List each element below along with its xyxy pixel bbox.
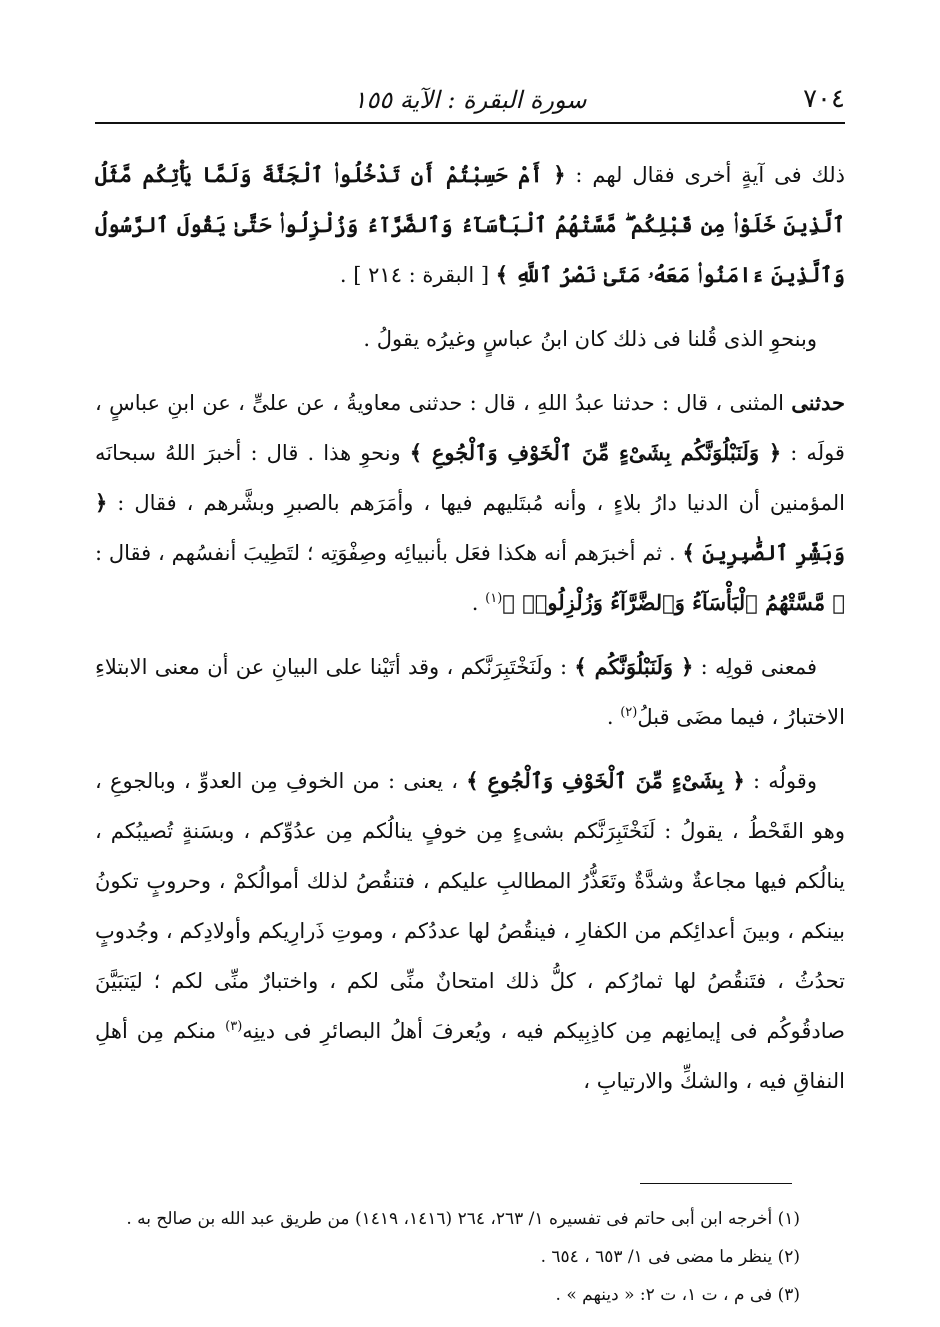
quran-verse: ﴿ وَلَنَبْلُوَنَّكُم بِشَىْءٍ مِّنَ ٱلْخَوْفِ وَٱلْجُوعِ ﴾ bbox=[409, 440, 782, 465]
running-title: سورة البقرة : الآية ١٥٥ bbox=[353, 86, 587, 114]
footnote-divider bbox=[640, 1183, 792, 1184]
page-number: ٧٠٤ bbox=[803, 84, 845, 114]
paragraph-text: وقولُه : bbox=[744, 769, 817, 793]
quran-verse: ﴿ وَبَشِّرِ ٱلصَّٰبِرِينَ ﴾ bbox=[95, 490, 845, 565]
quran-verse: ﴿ أَمْ حَسِبْتُمْ أَن تَدْخُلُوا۟ ٱلْجَنَّةَ وَلَمَّا يَأْتِكُم مَّثَلُ ٱلَّذِينَ خَلَوْا۟ مِن قَبْلِكُم ۖ مَّسَّتْهُمُ ٱلْبَأْسَآءُ وَٱلضَّرَّآءُ وَزُلْزِلُوا۟ حَتَّىٰ يَقُولَ ٱلرَّسُولُ وَٱلَّذِينَ ءَامَنُوا۟ مَعَهُۥ مَتَىٰ نَصْرُ ٱللَّهِ ﴾ bbox=[95, 162, 845, 287]
footnote-3: (٣) فى م ، ت ١، ت ٢: « دينهم » . bbox=[555, 1285, 800, 1305]
paragraph-text: فمعنى قولِه : bbox=[693, 655, 818, 679]
paragraph-text: المثنى ، قال : حدثنا عبدُ اللهِ ، قال : حدثنى معاويةُ ، عن علىٍّ ، عن ابنِ عباسٍ ، قولَه : bbox=[95, 391, 845, 465]
footnote-2: (٢) ينظر ما مضى فى ١/ ٦٥٣ ، ٦٥٤ . bbox=[540, 1247, 800, 1267]
quran-verse: ﴿ بِشَىْءٍ مِّنَ ٱلْخَوْفِ وَٱلْجُوعِ ﴾ bbox=[466, 768, 745, 793]
paragraph-text: وبنحوِ الذى قُلنا فى ذلك كان ابنُ عباسٍ وغيرُه يقولُ . bbox=[363, 327, 817, 351]
paragraph bbox=[95, 756, 845, 1106]
paragraph-text: . ثم أخبرَهم أنه هكذا فعَل بأنبيائِه وصِفْوَتِه ؛ لتَطِيبَ أنفسُهم ، فقال : bbox=[95, 541, 683, 565]
paragraph-text: . bbox=[606, 705, 621, 729]
paragraph-text: منكم مِن أهلِ النفاقِ فيه ، والشكِّ والارتيابِ ، bbox=[95, 1019, 845, 1093]
paragraph bbox=[95, 314, 845, 364]
paragraph-text: ذلك فى آيةٍ أخرى فقال لهم : bbox=[565, 163, 845, 187]
quran-verse: ﴿ وَلَنَبْلُوَنَّكُم ﴾ bbox=[574, 654, 694, 679]
paragraph-text: . bbox=[471, 591, 486, 615]
page-header bbox=[95, 78, 845, 124]
footnote-1: (١) أخرجه ابن أبى حاتم فى تفسيره ١/ ٢٦٣، ٢٦٤ (١٤١٦، ١٤١٩) من طريق عبد الله بن صالح به . bbox=[126, 1209, 800, 1229]
footnote-marker: (٢) bbox=[620, 705, 638, 720]
footnote-marker: (٣) bbox=[225, 1019, 243, 1034]
paragraph-text: : ولَنَخْتَبِرَنَّكم ، وقد أتَيْنا على البيانِ عن أن معنى الابتلاءِ الاختبارُ ، فيما مضَى قبلُ bbox=[95, 655, 845, 729]
paragraph bbox=[95, 150, 845, 300]
main-text bbox=[95, 150, 845, 1120]
paragraph bbox=[95, 378, 845, 628]
footnotes bbox=[95, 1200, 800, 1314]
hadith-lead-word: حدثنى bbox=[791, 390, 845, 415]
paragraph-text: [ البقرة : ٢١٤ ] . bbox=[339, 263, 496, 287]
paragraph-text: ونحوِ هذا . قال : أخبرَ اللهُ سبحانَه المؤمنين أن الدنيا دارُ بلاءٍ ، وأنه مُبتَليهم فيها ، وأمَرَهم بالصبرِ وبشَّرهم ، فقال : bbox=[95, 441, 845, 515]
paragraph-text: ، يعنى : من الخوفِ مِن العدوِّ ، وبالجوعِ ، وهو القَحْطُ ، يقولُ : لَنَخْتَبِرَنَّكم بشىءٍ مِن خوفٍ ينالُكم مِن عدُوِّكم ، وبسَنةٍ تُصيبُكم ، ينالُكم فيها مجاعةٌ وشدَّةٌ وتَعَذُّرُ المطالبِ عليكم ، فتنقُصُ لذلك أموالُكمْ ، وحروبٍ تكونُ بينكم ، وبينَ أعدائِكم من الكفارِ ، فينقُصُ لها عددُكم ، وموتِ ذَرارِيكم وأولادِكم ، وجُدوبٍ تحدُثُ ، فتَنقُصُ لها ثمارُكم ، كلُّ ذلك امتحانٌ منِّى لكم ، واختبارٌ منِّى لكم ؛ ليَتبَيَّنَ صادقُوكُم فى إيمانِهم مِن كاذِبِيكم فيه ، ويُعرفَ أهلُ البصائرِ فى دينِه bbox=[95, 769, 846, 1043]
paragraph bbox=[95, 642, 845, 742]
footnote-marker: (١) bbox=[485, 591, 503, 606]
quran-verse: ﴿ مَّسَّتْهُمُ ٱلْبَأْسَآءُ وَٱلضَّرَّآءُ وَزُلْزِلُوا۟ ﴾ bbox=[502, 590, 845, 615]
